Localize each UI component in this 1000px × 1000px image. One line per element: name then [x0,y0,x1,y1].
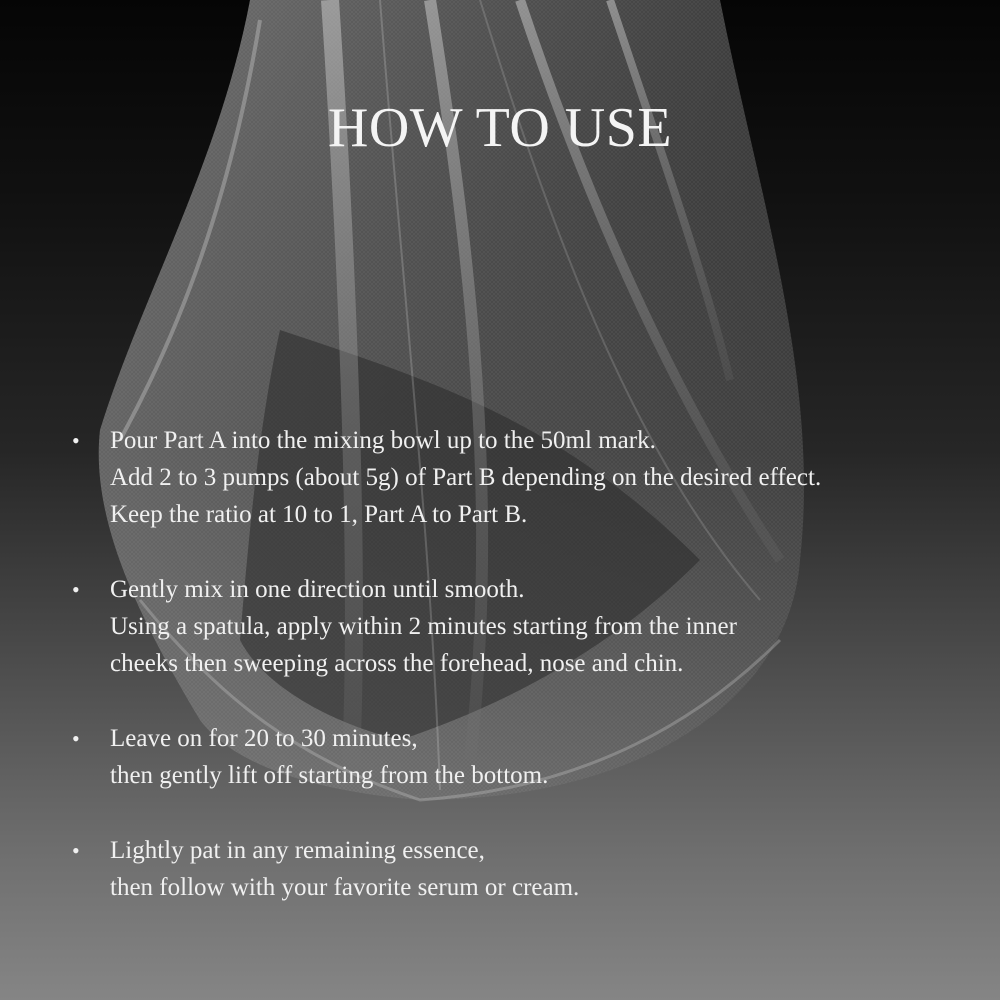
page-title: HOW TO USE [327,97,673,159]
instruction-step [72,720,972,794]
step-text-line: Using a spatula, apply within 2 minutes starting from the inner [110,613,737,640]
instruction-step [72,571,972,682]
step-text-line: cheeks then sweeping across the forehead, nose and chin. [110,650,684,677]
bullet-icon: • [72,726,80,751]
step-text-line: then follow with your favorite serum or cream. [110,874,580,901]
step-text-line: then gently lift off starting from the bottom. [110,762,549,789]
step-text-line: Add 2 to 3 pumps (about 5g) of Part B depending on the desired effect. [110,464,822,491]
bullet-icon: • [72,838,80,863]
bullet-icon: • [72,428,80,453]
instruction-step [72,422,972,533]
instruction-step [72,832,972,906]
bullet-icon: • [72,577,80,602]
step-text-line: Gently mix in one direction until smooth. [110,576,525,603]
step-text-line: Leave on for 20 to 30 minutes, [110,725,418,752]
step-text-line: Lightly pat in any remaining essence, [110,837,485,864]
step-text-line: Pour Part A into the mixing bowl up to the 50ml mark. [110,427,656,454]
step-text-line: Keep the ratio at 10 to 1, Part A to Part B. [110,501,528,528]
instruction-list [72,422,972,906]
